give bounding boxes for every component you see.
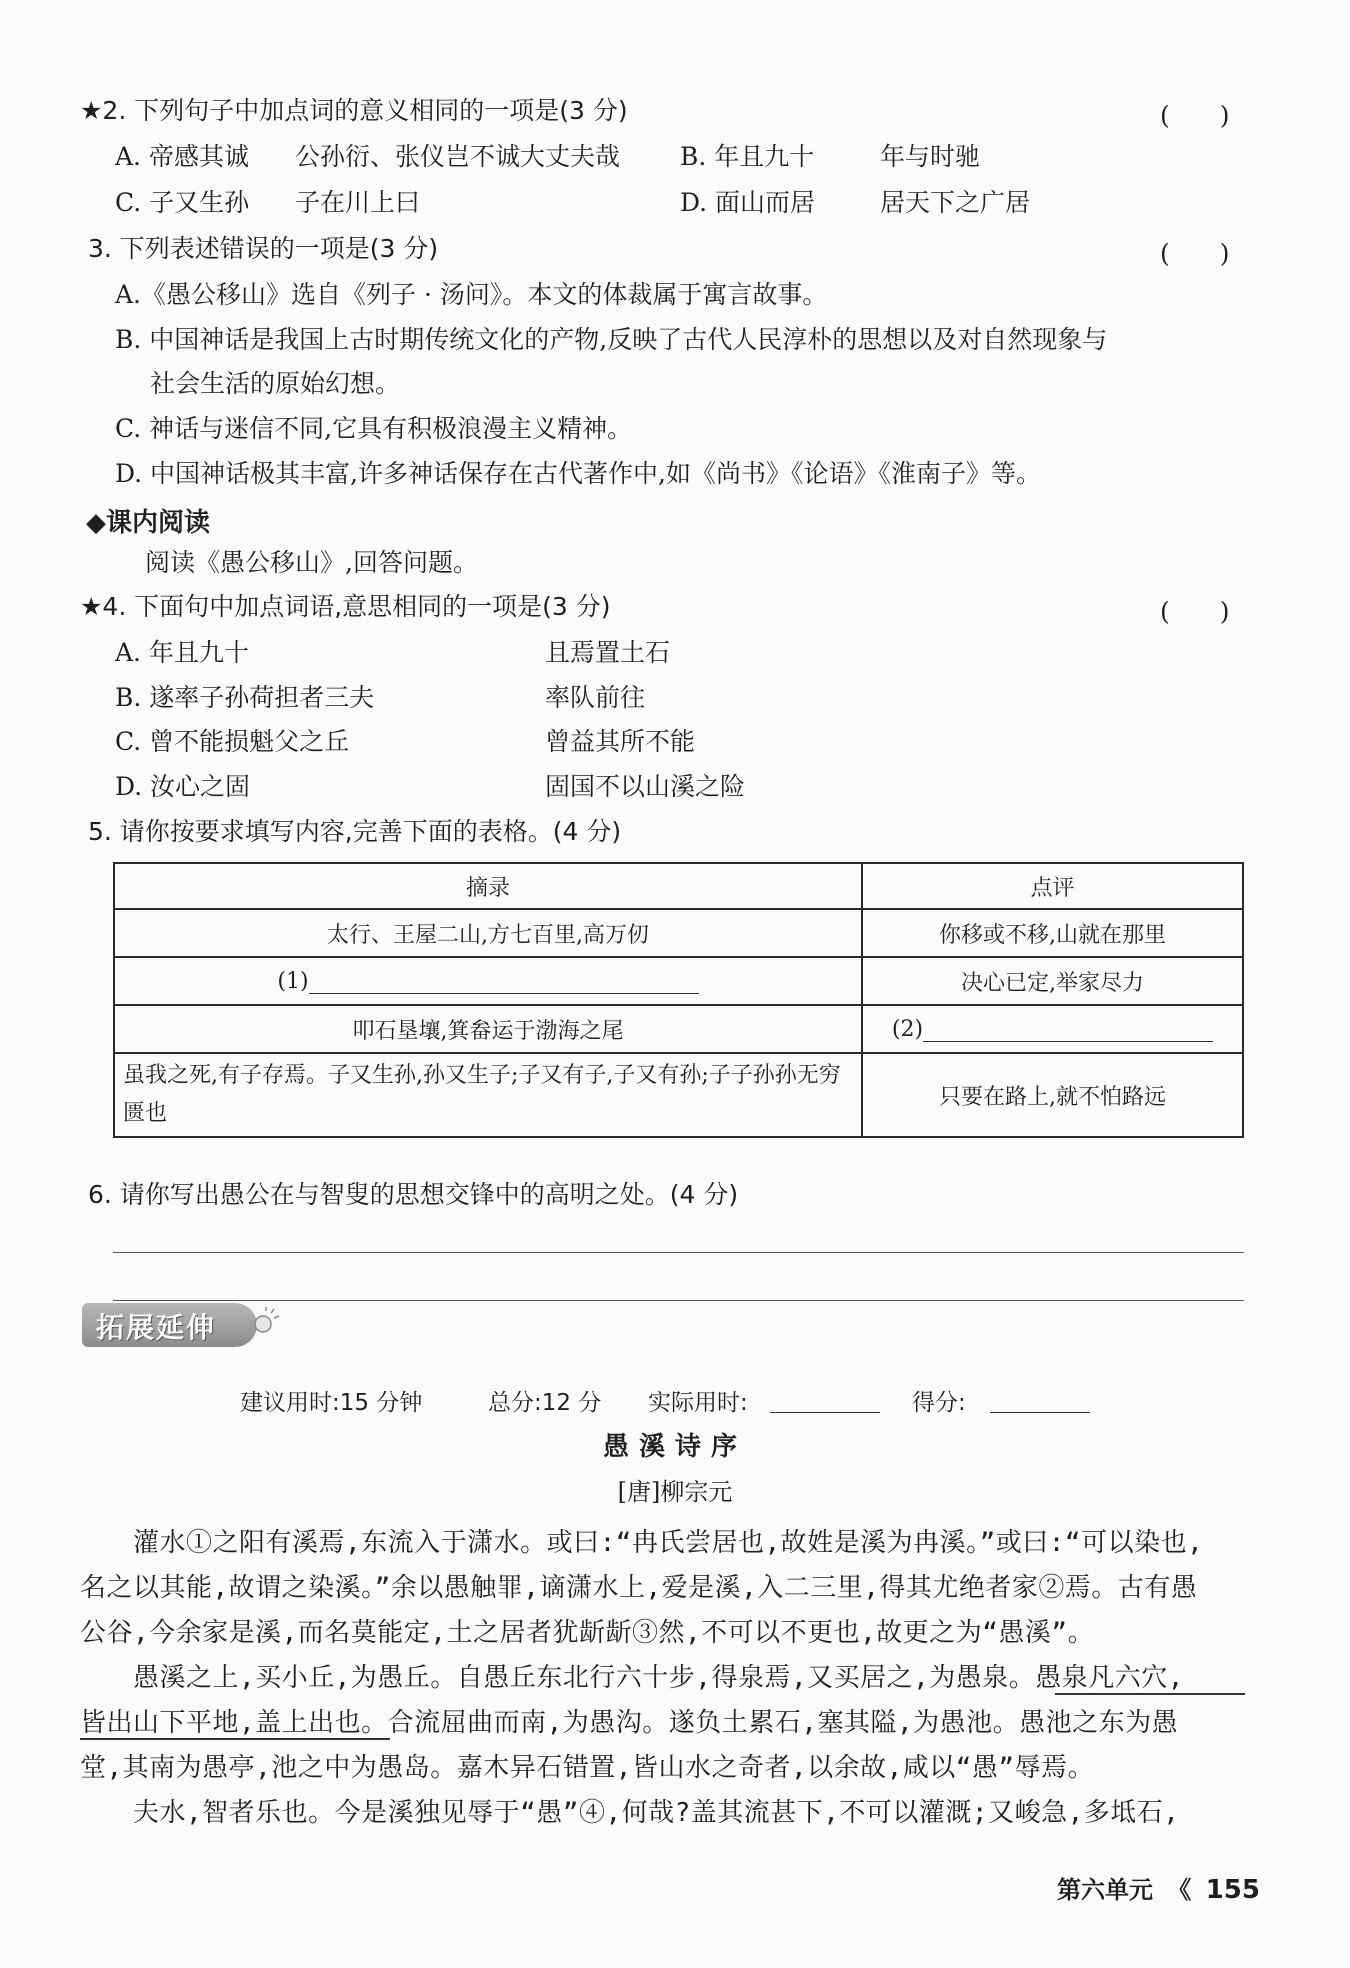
answer-blank-1[interactable] <box>309 973 699 994</box>
passage-line: 名之以其能,故谓之染溪。”余以愚触罪,谪潇水上,爱是溪,入二三里,得其尤绝者家②焉。古有愚 <box>80 1573 1198 1603</box>
table-cell-blank-2[interactable] <box>862 1005 1243 1053</box>
blank-label-2: (2) <box>891 1016 924 1042</box>
table-cell: 只要在路上,就不怕路远 <box>862 1053 1243 1137</box>
q4-stem: ★4. 下面句中加点词语,意思相同的一项是(3 分) <box>80 592 611 621</box>
q2-option-d-2: 居天下之广居 <box>880 188 1031 217</box>
underline-mark <box>1055 1693 1245 1695</box>
passage-author: [唐]柳宗元 <box>617 1478 733 1506</box>
banner-title: 拓展延伸 <box>96 1311 217 1344</box>
answer-line-1[interactable] <box>113 1252 1244 1253</box>
table-cell: 你移或不移,山就在那里 <box>862 909 1243 957</box>
passage-line: 公谷,今余家是溪,而名莫能定,土之居者犹龂龂③然,不可以不更也,故更之为“愚溪”。 <box>80 1618 1095 1648</box>
q4-option-d-2: 固国不以山溪之险 <box>545 772 746 801</box>
q2-a1: A. 帝感其诚 <box>115 142 249 171</box>
q4-option-b-2: 率队前往 <box>545 683 646 712</box>
table-cell: 虽我之死,有子存焉。子又生孙,孙又生子;子又有子,子又有孙;子子孙孙无穷匮也 <box>114 1053 862 1137</box>
page-number: 155 <box>1205 1875 1260 1905</box>
actual-time-blank[interactable] <box>770 1392 880 1413</box>
q2-option-b-2: 年与时驰 <box>880 142 981 171</box>
table-header-review: 点评 <box>862 863 1243 909</box>
lightbulb-icon <box>250 1307 280 1337</box>
unit-label: 第六单元 <box>1057 1876 1153 1904</box>
q3-answer-paren[interactable]: ( ) <box>1160 239 1230 268</box>
reading-intro: 阅读《愚公移山》,回答问题。 <box>145 548 478 577</box>
q3-option-b-cont: 社会生活的原始幻想。 <box>150 369 401 398</box>
q3-stem: 3. 下列表述错误的一项是(3 分) <box>88 234 439 263</box>
q6-stem: 6. 请你写出愚公在与智叟的思想交锋中的高明之处。(4 分) <box>88 1180 739 1209</box>
q2-option-a <box>115 140 249 174</box>
answer-line-2[interactable] <box>113 1300 1244 1301</box>
q4-option-d: D. 汝心之固 <box>115 772 251 801</box>
table-cell-blank-1[interactable] <box>114 957 862 1005</box>
q4-option-c-2: 曾益其所不能 <box>545 727 696 756</box>
q2-option-c-2: 子在川上曰 <box>295 188 421 217</box>
blank-label-1: (1) <box>277 968 309 994</box>
section-reading-heading: ◆课内阅读 <box>86 508 210 538</box>
q4-option-c: C. 曾不能损魁父之丘 <box>115 727 350 756</box>
page-footer <box>1057 1870 1260 1905</box>
q4-option-a: A. 年且九十 <box>115 638 249 667</box>
extension-banner <box>82 1297 282 1351</box>
actual-time-label: 实际用时: <box>648 1390 748 1416</box>
score-blank[interactable] <box>990 1392 1090 1413</box>
passage-line: 灌水①之阳有溪焉,东流入于潇水。或曰:“冉氏尝居也,故姓是溪为冉溪。”或曰:“可以染也, <box>80 1528 1204 1558</box>
q3-option-a: A.《愚公移山》选自《列子 · 汤问》。本文的体裁属于寓言故事。 <box>115 280 828 309</box>
q3-option-d: D. 中国神话极其丰富,许多神话保存在古代著作中,如《尚书》《论语》《淮南子》等。 <box>115 459 1041 488</box>
q3-option-c: C. 神话与迷信不同,它具有积极浪漫主义精神。 <box>115 414 633 443</box>
passage-line: 愚溪之上,买小丘,为愚丘。自愚丘东北行六十步,得泉焉,又买居之,为愚泉。愚泉凡六穴, <box>80 1663 1184 1693</box>
q2-option-d: D. 面山而居 <box>680 188 816 217</box>
passage-title: 愚溪诗序 <box>602 1432 747 1462</box>
passage-line: 堂,其南为愚亭,池之中为愚岛。嘉木异石错置,皆山水之奇者,以余故,咸以“愚”辱焉。 <box>80 1753 1095 1783</box>
score-label: 得分: <box>912 1390 966 1416</box>
double-chevron-icon: 《 <box>1167 1876 1192 1904</box>
q4-answer-paren[interactable]: ( ) <box>1160 597 1230 626</box>
q5-stem: 5. 请你按要求填写内容,完善下面的表格。(4 分) <box>88 817 622 846</box>
q4-option-a-2: 且焉置土石 <box>545 638 671 667</box>
q2-option-c: C. 子又生孙 <box>115 188 250 217</box>
passage-line: 皆出山下平地,盖上出也。合流屈曲而南,为愚沟。遂负土累石,塞其隘,为愚池。愚池之东为愚 <box>80 1708 1179 1738</box>
excerpt-review-table <box>113 862 1244 1138</box>
table-cell: 决心已定,举家尽力 <box>862 957 1243 1005</box>
q2-option-b: B. 年且九十 <box>680 142 815 171</box>
table-cell: 太行、王屋二山,方七百里,高万仞 <box>114 909 862 957</box>
passage-line: 夫水,智者乐也。今是溪独见辱于“愚”④,何哉?盖其流甚下,不可以灌溉;又峻急,多坻石, <box>80 1798 1180 1828</box>
q2-answer-paren[interactable]: ( ) <box>1160 101 1230 130</box>
total-score: 总分:12 分 <box>488 1390 602 1416</box>
answer-blank-2[interactable] <box>923 1021 1213 1042</box>
q4-option-b: B. 遂率子孙荷担者三夫 <box>115 683 375 712</box>
q2-stem: ★2. 下列句子中加点词的意义相同的一项是(3 分) <box>80 96 628 125</box>
suggested-time: 建议用时:15 分钟 <box>240 1390 423 1416</box>
table-cell: 叩石垦壤,箕畚运于渤海之尾 <box>114 1005 862 1053</box>
underline-mark <box>80 1738 390 1740</box>
table-header-excerpt: 摘录 <box>114 863 862 909</box>
q3-option-b: B. 中国神话是我国上古时期传统文化的产物,反映了古代人民淳朴的思想以及对自然现象与 <box>115 325 1108 354</box>
q2-option-a-2: 公孙衍、张仪岂不诚大丈夫哉 <box>295 142 621 171</box>
